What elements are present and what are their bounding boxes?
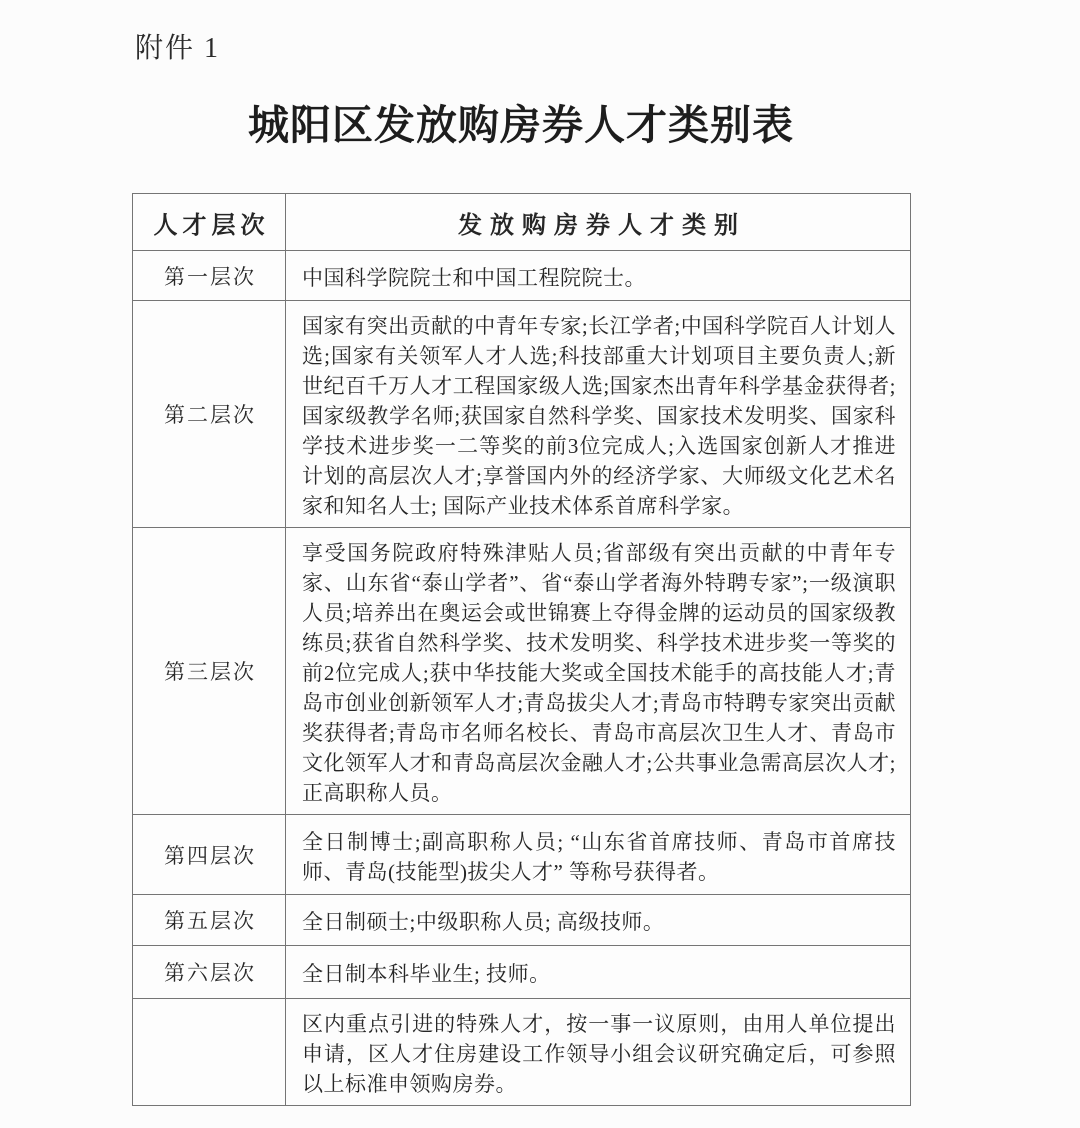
category-cell: 享受国务院政府特殊津贴人员;省部级有突出贡献的中青年专家、山东省“泰山学者”、省“泰山学者海外特聘专家”;一级演职人员;培养出在奥运会或世锦赛上夺得金牌的运动员的国家级教练员;获省自然科学奖、技术发明奖、科学技术进步奖一等奖的前2位完成人;获中华技能大奖或全国技术能手的高技能人才;青岛市创业创新领军人才;青岛拔尖人才;青岛市特聘专家突出贡献奖获得者;青岛市名师名校长、青岛市高层次卫生人才、青岛市文化领军人才和青岛高层次金融人才;公共事业急需高层次人才;正高职称人员。 (286, 528, 911, 815)
table-row-level-5 (133, 895, 911, 946)
table-row-level-4 (133, 815, 911, 895)
level-cell: 第六层次 (133, 946, 286, 999)
table-row-level-3 (133, 528, 911, 815)
level-cell: 第三层次 (133, 528, 286, 815)
table-row-level-2 (133, 301, 911, 528)
category-cell: 全日制硕士;中级职称人员; 高级技师。 (286, 895, 911, 946)
column-header-talent-level: 人才层次 (133, 194, 286, 251)
attachment-label: 附件 1 (135, 33, 221, 64)
category-cell: 区内重点引进的特殊人才，按一事一议原则，由用人单位提出申请，区人才住房建设工作领导小组会议研究确定后，可参照以上标准申领购房券。 (286, 999, 911, 1106)
document-title: 城阳区发放购房券人才类别表 (248, 102, 794, 148)
category-cell: 全日制博士;副高职称人员; “山东省首席技师、青岛市首席技师、青岛(技能型)拔尖人才” 等称号获得者。 (286, 815, 911, 895)
talent-category-table (132, 193, 911, 1106)
table-row-level-1 (133, 251, 911, 301)
level-cell: 第一层次 (133, 251, 286, 301)
table-row-level-6 (133, 946, 911, 999)
level-cell (133, 999, 286, 1106)
category-cell: 中国科学院院士和中国工程院院士。 (286, 251, 911, 301)
level-cell: 第二层次 (133, 301, 286, 528)
column-header-voucher-category: 发放购房券人才类别 (286, 194, 911, 251)
category-cell: 国家有突出贡献的中青年专家;长江学者;中国科学院百人计划人选;国家有关领军人才人选;科技部重大计划项目主要负责人;新世纪百千万人才工程国家级人选;国家杰出青年科学基金获得者;国家级教学名师;获国家自然科学奖、国家技术发明奖、国家科学技术进步奖一二等奖的前3位完成人;入选国家创新人才推进计划的高层次人才;享誉国内外的经济学家、大师级文化艺术名家和知名人士; 国际产业技术体系首席科学家。 (286, 301, 911, 528)
level-cell: 第五层次 (133, 895, 286, 946)
category-cell: 全日制本科毕业生; 技师。 (286, 946, 911, 999)
table-row-special-talent (133, 999, 911, 1106)
table-header-row (133, 194, 911, 251)
level-cell: 第四层次 (133, 815, 286, 895)
